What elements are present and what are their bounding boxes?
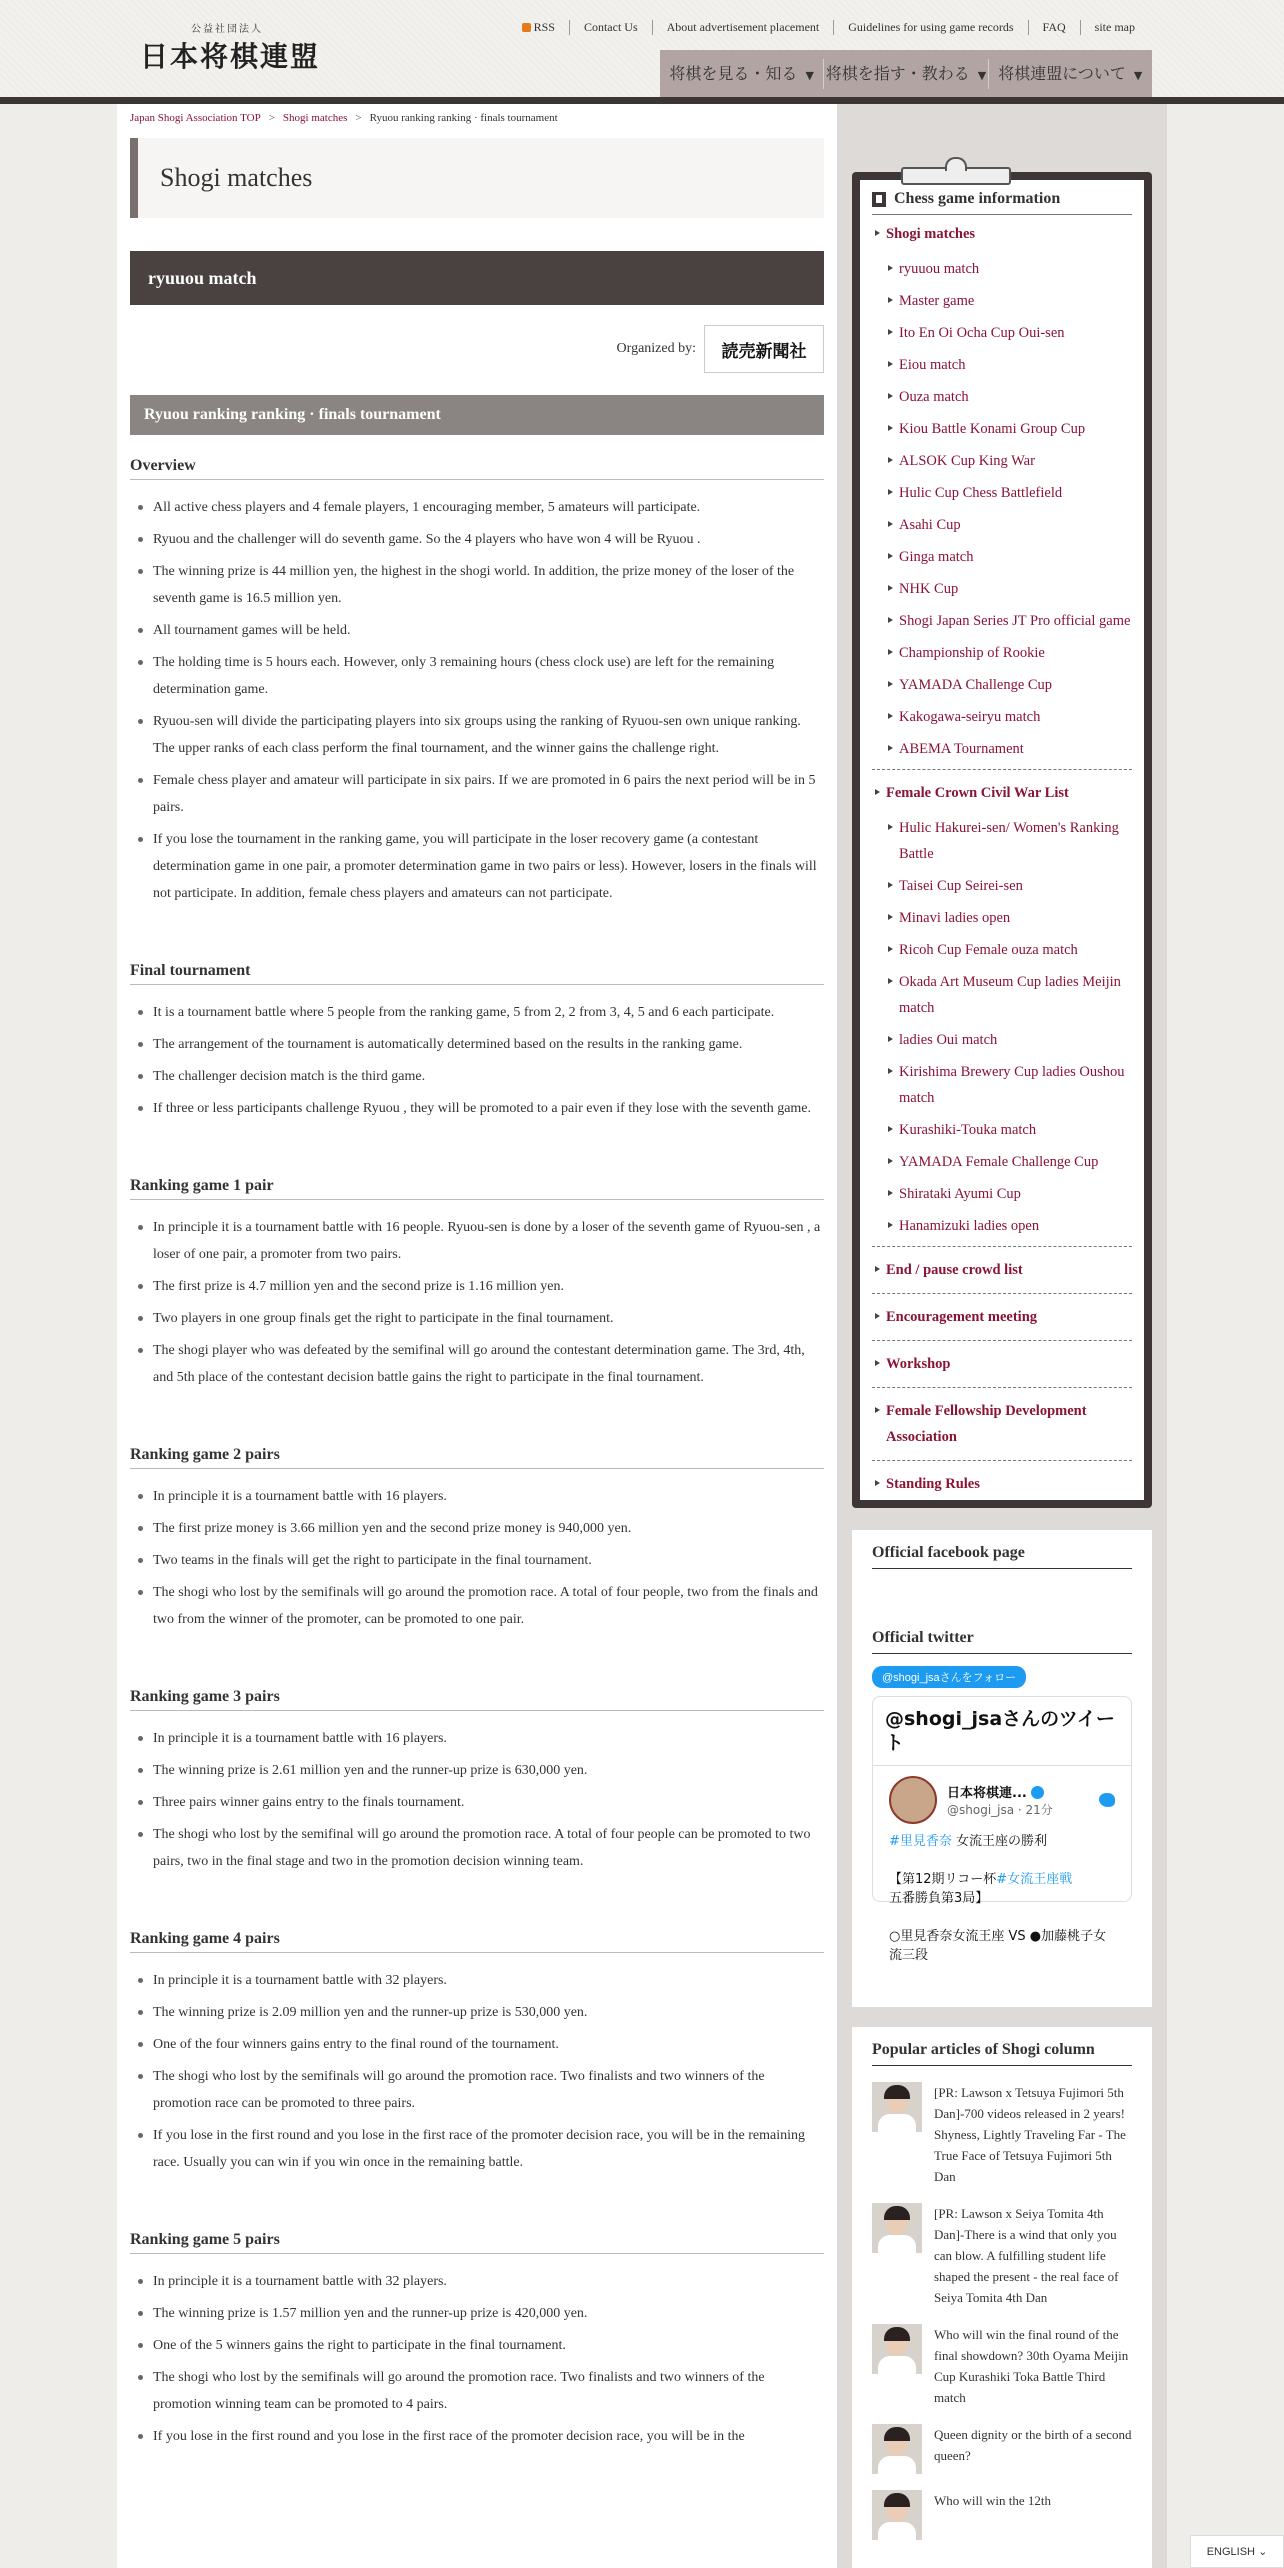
verified-icon [1031,1786,1044,1799]
list-item: The winning prize is 1.57 million yen and the runner-up prize is 420,000 yen. [130,2300,824,2327]
organizer-row [130,325,824,373]
article-item[interactable] [872,2082,1132,2187]
sidebar-item[interactable]: Master game [872,285,1132,317]
rules-list [130,1214,824,1391]
sidebar-nav [872,215,1132,1503]
game-info-panel [852,172,1152,1508]
article-thumbnail [872,2424,922,2474]
tweet-author-name[interactable]: 日本将棋連... [947,1782,1053,1801]
list-item: Female chess player and amateur will participate in six pairs. If we are promoted in 6 pairs the next period will be in 5 pairs. [130,767,824,821]
list-item: In principle it is a tournament battle with 16 people. Ryuou-sen is done by a loser of the seventh game of Ryuou-sen , a loser of one pair, a promoter from two pairs. [130,1214,824,1268]
utility-link-advertisement[interactable]: About advertisement placement [652,20,834,35]
match-title: ryuuou match [130,251,824,305]
list-item: If you lose the tournament in the ranking game, you will participate in the loser recovery game (a contestant determination game in one pair, a promoter determination game in two pairs or less). However, losers in the finals will not participate. In addition, female chess players and amateurs can not participate. [130,826,824,907]
organizer-logo[interactable]: 読売新聞社 [704,325,824,373]
site-header [0,0,1284,97]
sidebar-item[interactable]: Hanamizuki ladies open [872,1210,1132,1242]
rules-list [130,999,824,1122]
list-item: The challenger decision match is the third game. [130,1063,824,1090]
sidebar-section[interactable]: Female Fellowship Development Association [872,1392,1132,1456]
utility-nav [508,20,1149,35]
list-item: In principle it is a tournament battle with 32 players. [130,2268,824,2295]
list-item: The shogi who lost by the semifinals will go around the promotion race. A total of four people, two from the finals and two from the winner of the promoter, can be promoted to one pair. [130,1579,824,1633]
list-item: The shogi who lost by the semifinals will go around the promotion race. Two finalists and two winners of the promotion winning team can be promoted to 4 pairs. [130,2364,824,2418]
tweet-hashtag[interactable]: #里見香奈 [889,1834,952,1849]
logo-title: 日本将棋連盟 [140,40,321,73]
list-item: In principle it is a tournament battle with 16 players. [130,1483,824,1510]
list-item: All tournament games will be held. [130,617,824,644]
list-item: If you lose in the first round and you lose in the first race of the promoter decision race, you will be in the remaining race. Usually you can win if you win once in the remaining battle. [130,2122,824,2176]
section-heading: Ranking game 1 pair [130,1177,824,1200]
page-title: Shogi matches [160,163,313,192]
sidebar-item[interactable]: ryuuou match [872,253,1132,285]
nav-divider [872,1387,1132,1388]
list-item: The holding time is 5 hours each. However, only 3 remaining hours (chess clock use) are left for the remaining determination game. [130,649,824,703]
breadcrumb-separator: > [268,112,275,124]
nav-divider [872,1460,1132,1461]
facebook-embed [872,1569,1132,1629]
sidebar-item[interactable]: Eiou match [872,349,1132,381]
utility-link-sitemap[interactable]: site map [1080,20,1149,35]
sidebar-section[interactable]: End / pause crowd list [872,1251,1132,1289]
utility-link-rss[interactable]: RSS [508,20,569,35]
sidebar-item[interactable]: ALSOK Cup King War [872,445,1132,477]
social-box [852,1530,1152,2007]
avatar[interactable] [889,1776,937,1824]
twitter-bird-icon [1099,1793,1115,1807]
list-item: The first prize money is 3.66 million yen and the second prize money is 940,000 yen. [130,1515,824,1542]
language-selector[interactable]: ENGLISH ⌄ [1190,2535,1284,2568]
list-item: It is a tournament battle where 5 people from the ranking game, 5 from 2, 2 from 3, 4, 5 and 6 each participate. [130,999,824,1026]
article-title[interactable]: Queen dignity or the birth of a second queen? [934,2427,1132,2463]
breadcrumb-separator: > [355,112,362,124]
rules-list [130,1967,824,2176]
rules-list [130,1725,824,1875]
sidebar-item[interactable]: YAMADA Challenge Cup [872,669,1132,701]
facebook-title: Official facebook page [872,1544,1132,1569]
twitter-title: Official twitter [872,1629,1132,1654]
list-item: The shogi player who was defeated by the semifinal will go around the contestant determination game. The 3rd, 4th, and 5th place of the contestant decision battle gains the right to participate in the final tournament. [130,1337,824,1391]
list-item: The shogi who lost by the semifinal will go around the promotion race. A total of four people can be promoted to two pairs, two in the final stage and two in the promotion decision winning team. [130,1821,824,1875]
list-item: The winning prize is 2.61 million yen and the runner-up prize is 630,000 yen. [130,1757,824,1784]
article-thumbnail [872,2490,922,2540]
section-heading: Ranking game 4 pairs [130,1930,824,1953]
sidebar-item[interactable]: NHK Cup [872,573,1132,605]
section-heading: Final tournament [130,962,824,985]
nav-divider [872,1246,1132,1247]
utility-link-guidelines[interactable]: Guidelines for using game records [833,20,1027,35]
popular-articles [852,2027,1152,2568]
list-item: Ryuou and the challenger will do seventh game. So the 4 players who have won 4 will be Ryuou . [130,526,824,553]
twitter-follow-button[interactable]: @shogi_jsaさんをフォロー [872,1666,1026,1688]
logo-subtitle: 公益社団法人 [191,24,263,35]
sidebar-item[interactable]: Shogi Japan Series JT Pro official game [872,605,1132,637]
breadcrumb [130,104,824,128]
sidebar-item[interactable]: Shirataki Ayumi Cup [872,1178,1132,1210]
article-title[interactable]: [PR: Lawson x Seiya Tomita 4th Dan]-There is a wind that only you can blow. A fulfilling student life shaped the present - the real face of Seiya Tomita 4th Dan [934,2206,1119,2305]
sidebar-item[interactable]: Championship of Rookie [872,637,1132,669]
sidebar-item[interactable]: Hulic Hakurei-sen/ Women's Ranking Battle [872,812,1132,870]
utility-link-contact[interactable]: Contact Us [569,20,652,35]
header-divider [0,97,1284,104]
sidebar-section[interactable]: Standing Rules [872,1465,1132,1503]
game-info-title: Chess game information [894,190,1061,207]
main-menu [660,50,1152,97]
organizer-label: Organized by: [616,341,696,356]
list-item: If three or less participants challenge Ryuou , they will be promoted to a pair even if they lose with the seventh game. [130,1095,824,1122]
article-thumbnail [872,2324,922,2374]
article-thumbnail [872,2203,922,2253]
sidebar-item[interactable]: Kirishima Brewery Cup ladies Oushou match [872,1056,1132,1114]
tweet-text: #里見香奈 女流王座の勝利 【第12期リコー杯#女流王座戦 五番勝負第3局】 ○里見香奈女流王座 VS ●加藤桃子女流三段 [889,1834,1107,1963]
section-heading: Overview [130,457,824,480]
game-info-header [872,190,1132,215]
list-item: One of the 5 winners gains the right to participate in the final tournament. [130,2332,824,2359]
list-item: The winning prize is 2.09 million yen and the runner-up prize is 530,000 yen. [130,1999,824,2026]
sidebar-item[interactable]: Okada Art Museum Cup ladies Meijin match [872,966,1132,1024]
sidebar-item[interactable]: Ginga match [872,541,1132,573]
sidebar-item[interactable]: Ito En Oi Ocha Cup Oui-sen [872,317,1132,349]
list-item: In principle it is a tournament battle with 32 players. [130,1967,824,1994]
breadcrumb-shogi-matches[interactable]: Shogi matches [282,112,348,124]
rules-list [130,494,824,907]
article-item[interactable] [872,2203,1132,2308]
menu-watch-learn[interactable]: 将棋を見る・知る ▼ [669,63,814,83]
rules-sections [130,457,824,2481]
sidebar-section[interactable]: Encouragement meeting [872,1298,1132,1336]
list-item: In principle it is a tournament battle with 16 players. [130,1725,824,1752]
clipboard-clip-icon [901,157,1011,187]
sidebar-item[interactable]: Kiou Battle Konami Group Cup [872,413,1132,445]
tweet-hashtag[interactable]: #女流王座戦 [996,1872,1073,1887]
sidebar-item[interactable]: Hulic Cup Chess Battlefield [872,477,1132,509]
sidebar-section[interactable]: Female Crown Civil War List [872,774,1132,812]
article-item[interactable] [872,2324,1132,2408]
sidebar-section[interactable]: Workshop [872,1345,1132,1383]
page-title-box [130,138,824,218]
rules-list [130,1483,824,1633]
caret-down-icon: ▼ [1133,68,1143,82]
caret-down-icon: ▼ [805,68,814,82]
section-heading: Ranking game 5 pairs [130,2231,824,2254]
twitter-timeline-title: @shogi_jsaさんのツイート [873,1697,1131,1766]
twitter-timeline[interactable] [872,1696,1132,1963]
list-item: All active chess players and 4 female players, 1 encouraging member, 5 amateurs will participate. [130,494,824,521]
list-item: One of the four winners gains entry to the final round of the tournament. [130,2031,824,2058]
article-thumbnail [872,2082,922,2132]
list-item: The winning prize is 44 million yen, the highest in the shogi world. In addition, the prize money of the loser of the seventh game is 16.5 million yen. [130,558,824,612]
sidebar-item[interactable]: ABEMA Tournament [872,733,1132,765]
nav-divider [872,1340,1132,1341]
breadcrumb-current: Ryuou ranking ranking · finals tournament [369,112,558,124]
menu-play-taught[interactable]: 将棋を指す・教わる ▼ [823,59,987,89]
popular-list [872,2082,1132,2540]
rules-list [130,2268,824,2450]
article-item[interactable] [872,2424,1132,2474]
list-item: The first prize is 4.7 million yen and the second prize is 1.16 million yen. [130,1273,824,1300]
section-heading: Ranking game 3 pairs [130,1688,824,1711]
rss-icon [522,23,531,32]
nav-divider [872,769,1132,770]
nav-divider [872,1293,1132,1294]
list-item: The shogi who lost by the semifinals will go around the promotion race. Two finalists and two winners of the promotion race can be promoted to three pairs. [130,2063,824,2117]
popular-title: Popular articles of Shogi column [872,2041,1132,2066]
sidebar-item[interactable]: Taisei Cup Seirei-sen [872,870,1132,902]
article-title[interactable]: Who will win the 12th [934,2493,1051,2508]
sidebar-item[interactable]: Asahi Cup [872,509,1132,541]
list-item: If you lose in the first round and you lose in the first race of the promoter decision race, you will be in the [130,2423,824,2450]
sidebar-item[interactable]: Kurashiki-Touka match [872,1114,1132,1146]
section-heading: Ranking game 2 pairs [130,1446,824,1469]
book-icon [872,192,886,207]
list-item: Two teams in the finals will get the right to participate in the final tournament. [130,1547,824,1574]
list-item: Ryuou-sen will divide the participating players into six groups using the ranking of Ryuou-sen own unique ranking. The upper ranks of each class perform the final tournament, and the winner gains the challenge right. [130,708,824,762]
sidebar-item[interactable]: Ouza match [872,381,1132,413]
section-title-bar: Ryuou ranking ranking · finals tournament [130,395,824,435]
article-item[interactable] [872,2490,1132,2540]
site-logo[interactable] [140,20,340,75]
sidebar-section[interactable]: Shogi matches [872,215,1132,253]
article-title[interactable]: [PR: Lawson x Tetsuya Fujimori 5th Dan]-700 videos released in 2 years! Shyness, Lightly Traveling Far - The True Face of Tetsuya Fujimori 5th Dan [934,2085,1126,2184]
sidebar-item[interactable]: Kakogawa-seiryu match [872,701,1132,733]
list-item: Three pairs winner gains entry to the finals tournament. [130,1789,824,1816]
list-item: The arrangement of the tournament is automatically determined based on the results in the ranking game. [130,1031,824,1058]
article-title[interactable]: Who will win the final round of the final showdown? 30th Oyama Meijin Cup Kurashiki Toka Battle Third match [934,2327,1129,2405]
breadcrumb-home[interactable]: Japan Shogi Association TOP [130,112,261,124]
sidebar-item[interactable]: ladies Oui match [872,1024,1132,1056]
chevron-down-icon: ⌄ [1258,2546,1268,2558]
tweet-handle: @shogi_jsa · 21分 [947,1803,1053,1817]
sidebar-item[interactable]: Ricoh Cup Female ouza match [872,934,1132,966]
sidebar-item[interactable]: YAMADA Female Challenge Cup [872,1146,1132,1178]
menu-about-federation[interactable]: 将棋連盟について ▼ [988,59,1152,89]
main-content [117,104,837,2568]
sidebar-item[interactable]: Minavi ladies open [872,902,1132,934]
utility-link-faq[interactable]: FAQ [1028,20,1080,35]
list-item: Two players in one group finals get the right to participate in the final tournament. [130,1305,824,1332]
tweet-author [873,1766,1131,1828]
caret-down-icon: ▼ [977,68,987,82]
